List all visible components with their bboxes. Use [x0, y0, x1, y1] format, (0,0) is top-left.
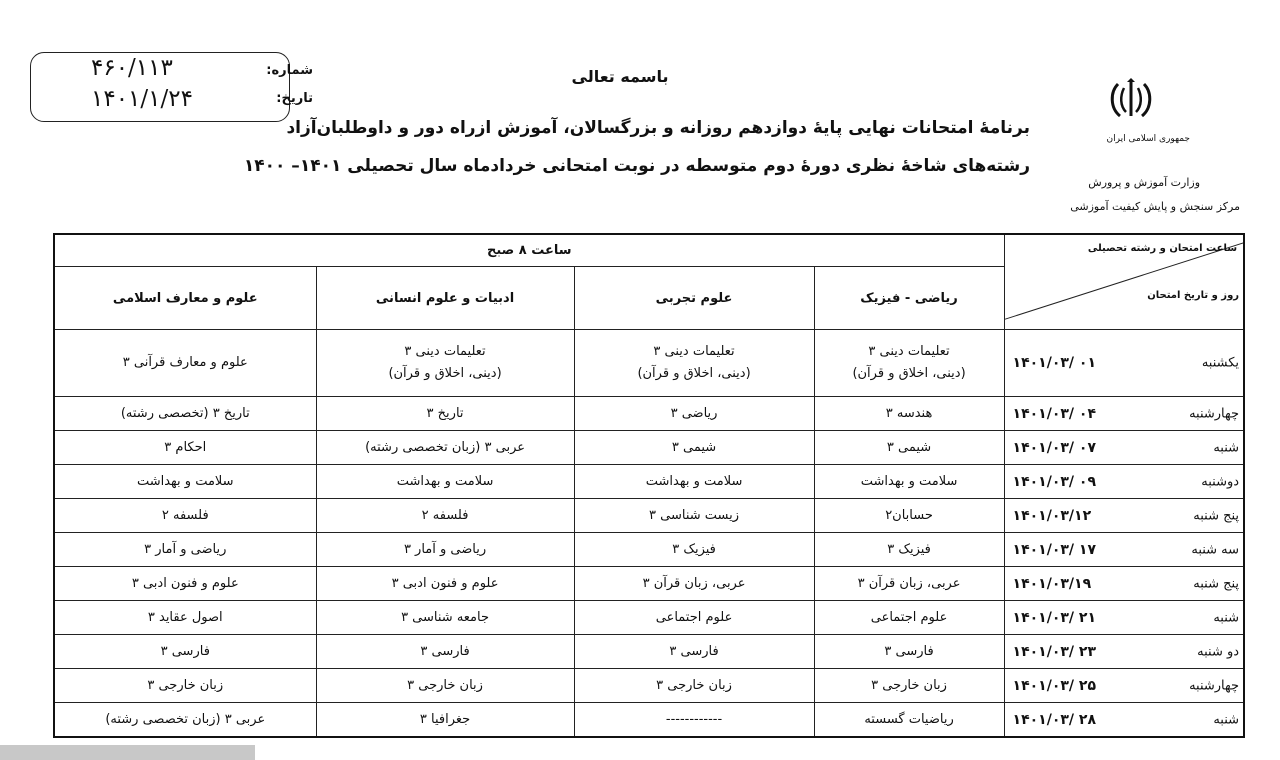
subject-cell	[54, 703, 316, 738]
subject-cell	[54, 499, 316, 533]
subject-note: (دینی، اخلاق و قرآن)	[388, 366, 502, 381]
subject-cell	[574, 465, 814, 499]
subject-cell	[316, 499, 574, 533]
column-header-islamic: علوم و معارف اسلامی	[54, 267, 316, 330]
subject-name: جغرافیا ۳	[419, 711, 471, 727]
subject-name: علوم و معارف قرآنی ۳	[122, 355, 248, 370]
subject-name: عربی، زبان قرآن ۳	[642, 575, 746, 591]
subject-name: سلامت و بهداشت	[645, 473, 743, 489]
exam-day: پنج شنبه	[1193, 508, 1240, 523]
subject-name: ریاضی ۳	[670, 405, 718, 421]
exam-day: پنج شنبه	[1193, 576, 1240, 591]
subject-name: تاریخ ۳ (تخصصی رشته)	[120, 405, 250, 421]
table-row	[54, 330, 1244, 397]
subject-name: عربی ۳ (زبان تخصصی رشته)	[105, 711, 266, 727]
time-header: ساعت ۸ صبح	[54, 234, 1004, 267]
day-date-cell	[1004, 533, 1244, 567]
subject-cell	[316, 431, 574, 465]
subject-cell	[54, 669, 316, 703]
exam-day: دو شنبه	[1197, 644, 1240, 659]
table-row	[54, 397, 1244, 431]
day-date-cell	[1004, 635, 1244, 669]
day-date-cell	[1004, 397, 1244, 431]
table-row	[54, 499, 1244, 533]
subject-cell	[574, 533, 814, 567]
date-value: ۱۴۰۱/۱/۲۴	[91, 86, 193, 112]
exam-day: شنبه	[1213, 440, 1240, 455]
subject-name: جامعه شناسی ۳	[401, 609, 490, 625]
subject-cell	[814, 499, 1004, 533]
subject-cell	[814, 669, 1004, 703]
subject-name: عربی ۳ (زبان تخصصی رشته)	[365, 439, 525, 455]
exam-day: یکشنبه	[1201, 355, 1240, 371]
exam-day: چهارشنبه	[1189, 406, 1240, 421]
day-date-cell	[1004, 499, 1244, 533]
subject-cell	[814, 635, 1004, 669]
table-row	[54, 601, 1244, 635]
subject-cell	[814, 431, 1004, 465]
subject-name: سلامت و بهداشت	[860, 473, 958, 489]
exam-date: ۱۴۰۱/۰۳/ ۲۵	[1012, 677, 1097, 694]
subject-name: سلامت و بهداشت	[396, 473, 494, 489]
subject-cell	[54, 601, 316, 635]
subject-cell	[574, 567, 814, 601]
subject-cell	[54, 397, 316, 431]
subject-name: تاریخ ۳	[426, 405, 464, 421]
number-label: شماره:	[266, 63, 313, 78]
subject-name: سلامت و بهداشت	[136, 473, 234, 489]
subject-cell	[574, 330, 814, 397]
subject-name: ریاضیات گسسته	[864, 711, 954, 727]
day-date-cell	[1004, 567, 1244, 601]
subject-name: فیزیک ۳	[887, 541, 931, 557]
subject-name: فلسفه ۲	[421, 507, 469, 523]
subject-name: علوم و فنون ادبی ۳	[391, 575, 499, 591]
subject-cell	[316, 397, 574, 431]
subject-name: اصول عقاید ۳	[147, 609, 223, 625]
subject-cell	[316, 533, 574, 567]
day-date-cell	[1004, 431, 1244, 465]
column-header-math: ریاضی - فیزیک	[814, 267, 1004, 330]
table-corner-header	[1004, 234, 1244, 330]
subject-name: عربی، زبان قرآن ۳	[857, 575, 961, 591]
subject-cell	[316, 601, 574, 635]
subject-name: ریاضی و آمار ۳	[144, 541, 227, 557]
subject-cell	[814, 567, 1004, 601]
day-date-cell	[1004, 465, 1244, 499]
subject-cell	[814, 703, 1004, 738]
day-date-cell	[1004, 601, 1244, 635]
exam-date: ۱۴۰۱/۰۳/ ۰۱	[1012, 355, 1097, 371]
exam-date: ۱۴۰۱/۰۳/ ۰۷	[1012, 439, 1097, 456]
exam-day: دوشنبه	[1201, 474, 1240, 489]
subject-cell	[574, 601, 814, 635]
subject-cell	[814, 533, 1004, 567]
subject-name: هندسه ۳	[885, 405, 933, 421]
subject-name: زبان خارجی ۳	[656, 677, 732, 693]
subject-cell	[54, 533, 316, 567]
subject-name: تعلیمات دینی ۳	[653, 344, 735, 359]
subject-name: زبان خارجی ۳	[871, 677, 947, 693]
subject-cell	[54, 330, 316, 397]
table-row	[54, 431, 1244, 465]
subject-note: (دینی، اخلاق و قرآن)	[637, 366, 751, 381]
exam-date: ۱۴۰۱/۰۳/ ۲۸	[1012, 711, 1097, 728]
column-header-humanities: ادبیات و علوم انسانی	[316, 267, 574, 330]
subject-cell	[54, 465, 316, 499]
bismillah-heading: باسمه تعالی	[571, 67, 669, 86]
exam-date: ۱۴۰۱/۰۳/ ۲۱	[1012, 609, 1097, 626]
subject-name: فارسی ۳	[420, 643, 470, 659]
subject-cell	[574, 397, 814, 431]
subject-cell	[316, 635, 574, 669]
exam-day: سه شنبه	[1191, 542, 1240, 557]
subject-name: علوم اجتماعی	[870, 609, 948, 625]
number-value: ۴۶۰/۱۱۳	[91, 55, 173, 81]
document-title-line1: برنامهٔ امتحانات نهایی پایهٔ دوازدهم روزانه و بزرگسالان، آموزش ازراه دور و داوطلبان‌آزاد	[286, 118, 1030, 138]
subject-cell	[54, 431, 316, 465]
subject-cell	[316, 465, 574, 499]
document-title-line2: رشته‌های شاخهٔ نظری دورهٔ دوم متوسطه در نوبت امتحانی خردادماه سال تحصیلی ۱۴۰۱– ۱۴۰۰	[243, 156, 1030, 176]
day-date-cell	[1004, 669, 1244, 703]
corner-top-label: ساعت امتحان و رشته تحصیلی	[1087, 243, 1238, 254]
subject-name: زبان خارجی ۳	[147, 677, 224, 693]
subject-name: فارسی ۳	[160, 643, 210, 659]
subject-cell	[574, 669, 814, 703]
subject-cell	[574, 635, 814, 669]
org-ministry: وزارت آموزش و پرورش	[1088, 176, 1200, 189]
subject-cell	[316, 669, 574, 703]
column-header-science: علوم تجربی	[574, 267, 814, 330]
corner-bottom-label: روز و تاریخ امتحان	[1147, 290, 1240, 301]
subject-cell	[316, 703, 574, 738]
reference-box	[30, 52, 313, 122]
date-label: تاریخ:	[276, 91, 313, 106]
exam-date: ۱۴۰۱/۰۳/۱۹	[1012, 575, 1092, 592]
exam-schedule-table	[53, 233, 1245, 738]
exam-day: چهارشنبه	[1189, 678, 1240, 693]
subject-cell	[814, 330, 1004, 397]
day-date-cell	[1004, 703, 1244, 738]
subject-cell	[814, 397, 1004, 431]
subject-name: زبان خارجی ۳	[407, 677, 483, 693]
subject-name: تعلیمات دینی ۳	[404, 344, 486, 359]
subject-name: شیمی ۳	[886, 439, 932, 455]
subject-name: علوم و فنون ادبی ۳	[131, 575, 239, 591]
exam-date: ۱۴۰۱/۰۳/ ۲۳	[1012, 643, 1097, 660]
subject-cell	[574, 431, 814, 465]
org-republic: جمهوری اسلامی ایران	[1106, 134, 1190, 144]
subject-name: فیزیک ۳	[672, 541, 716, 557]
subject-name: فارسی ۳	[884, 643, 934, 659]
exam-date: ۱۴۰۱/۰۳/ ۰۴	[1012, 405, 1097, 422]
subject-name: حسابان۲	[885, 507, 933, 523]
table-row	[54, 567, 1244, 601]
exam-day: شنبه	[1213, 712, 1240, 727]
subject-cell	[316, 567, 574, 601]
subject-name: شیمی ۳	[671, 439, 717, 455]
subject-name: ریاضی و آمار ۳	[403, 541, 487, 557]
subject-note: (دینی، اخلاق و قرآن)	[852, 366, 966, 381]
table-row	[54, 635, 1244, 669]
subject-name: زیست شناسی ۳	[649, 507, 740, 523]
table-row	[54, 703, 1244, 738]
day-date-cell	[1004, 330, 1244, 397]
exam-date: ۱۴۰۱/۰۳/ ۱۷	[1012, 541, 1097, 558]
subject-cell	[316, 330, 574, 397]
subject-cell	[574, 703, 814, 738]
subject-name: علوم اجتماعی	[655, 609, 733, 625]
subject-cell	[54, 635, 316, 669]
table-row	[54, 533, 1244, 567]
table-row	[54, 465, 1244, 499]
subject-name: ------------	[665, 711, 723, 727]
subject-cell	[54, 567, 316, 601]
iran-emblem-icon	[1106, 78, 1156, 122]
bottom-overlay-strip	[0, 745, 255, 760]
subject-cell	[574, 499, 814, 533]
subject-name: تعلیمات دینی ۳	[868, 344, 950, 359]
exam-date: ۱۴۰۱/۰۳/ ۰۹	[1012, 473, 1097, 490]
subject-cell	[814, 601, 1004, 635]
org-center: مرکز سنجش و پایش کیفیت آموزشی	[1070, 200, 1240, 213]
subject-name: فلسفه ۲	[161, 507, 209, 523]
subject-name: احکام ۳	[164, 439, 207, 455]
exam-date: ۱۴۰۱/۰۳/۱۲	[1012, 507, 1092, 524]
table-row	[54, 669, 1244, 703]
subject-cell	[814, 465, 1004, 499]
exam-day: شنبه	[1213, 610, 1240, 625]
subject-name: فارسی ۳	[669, 643, 719, 659]
